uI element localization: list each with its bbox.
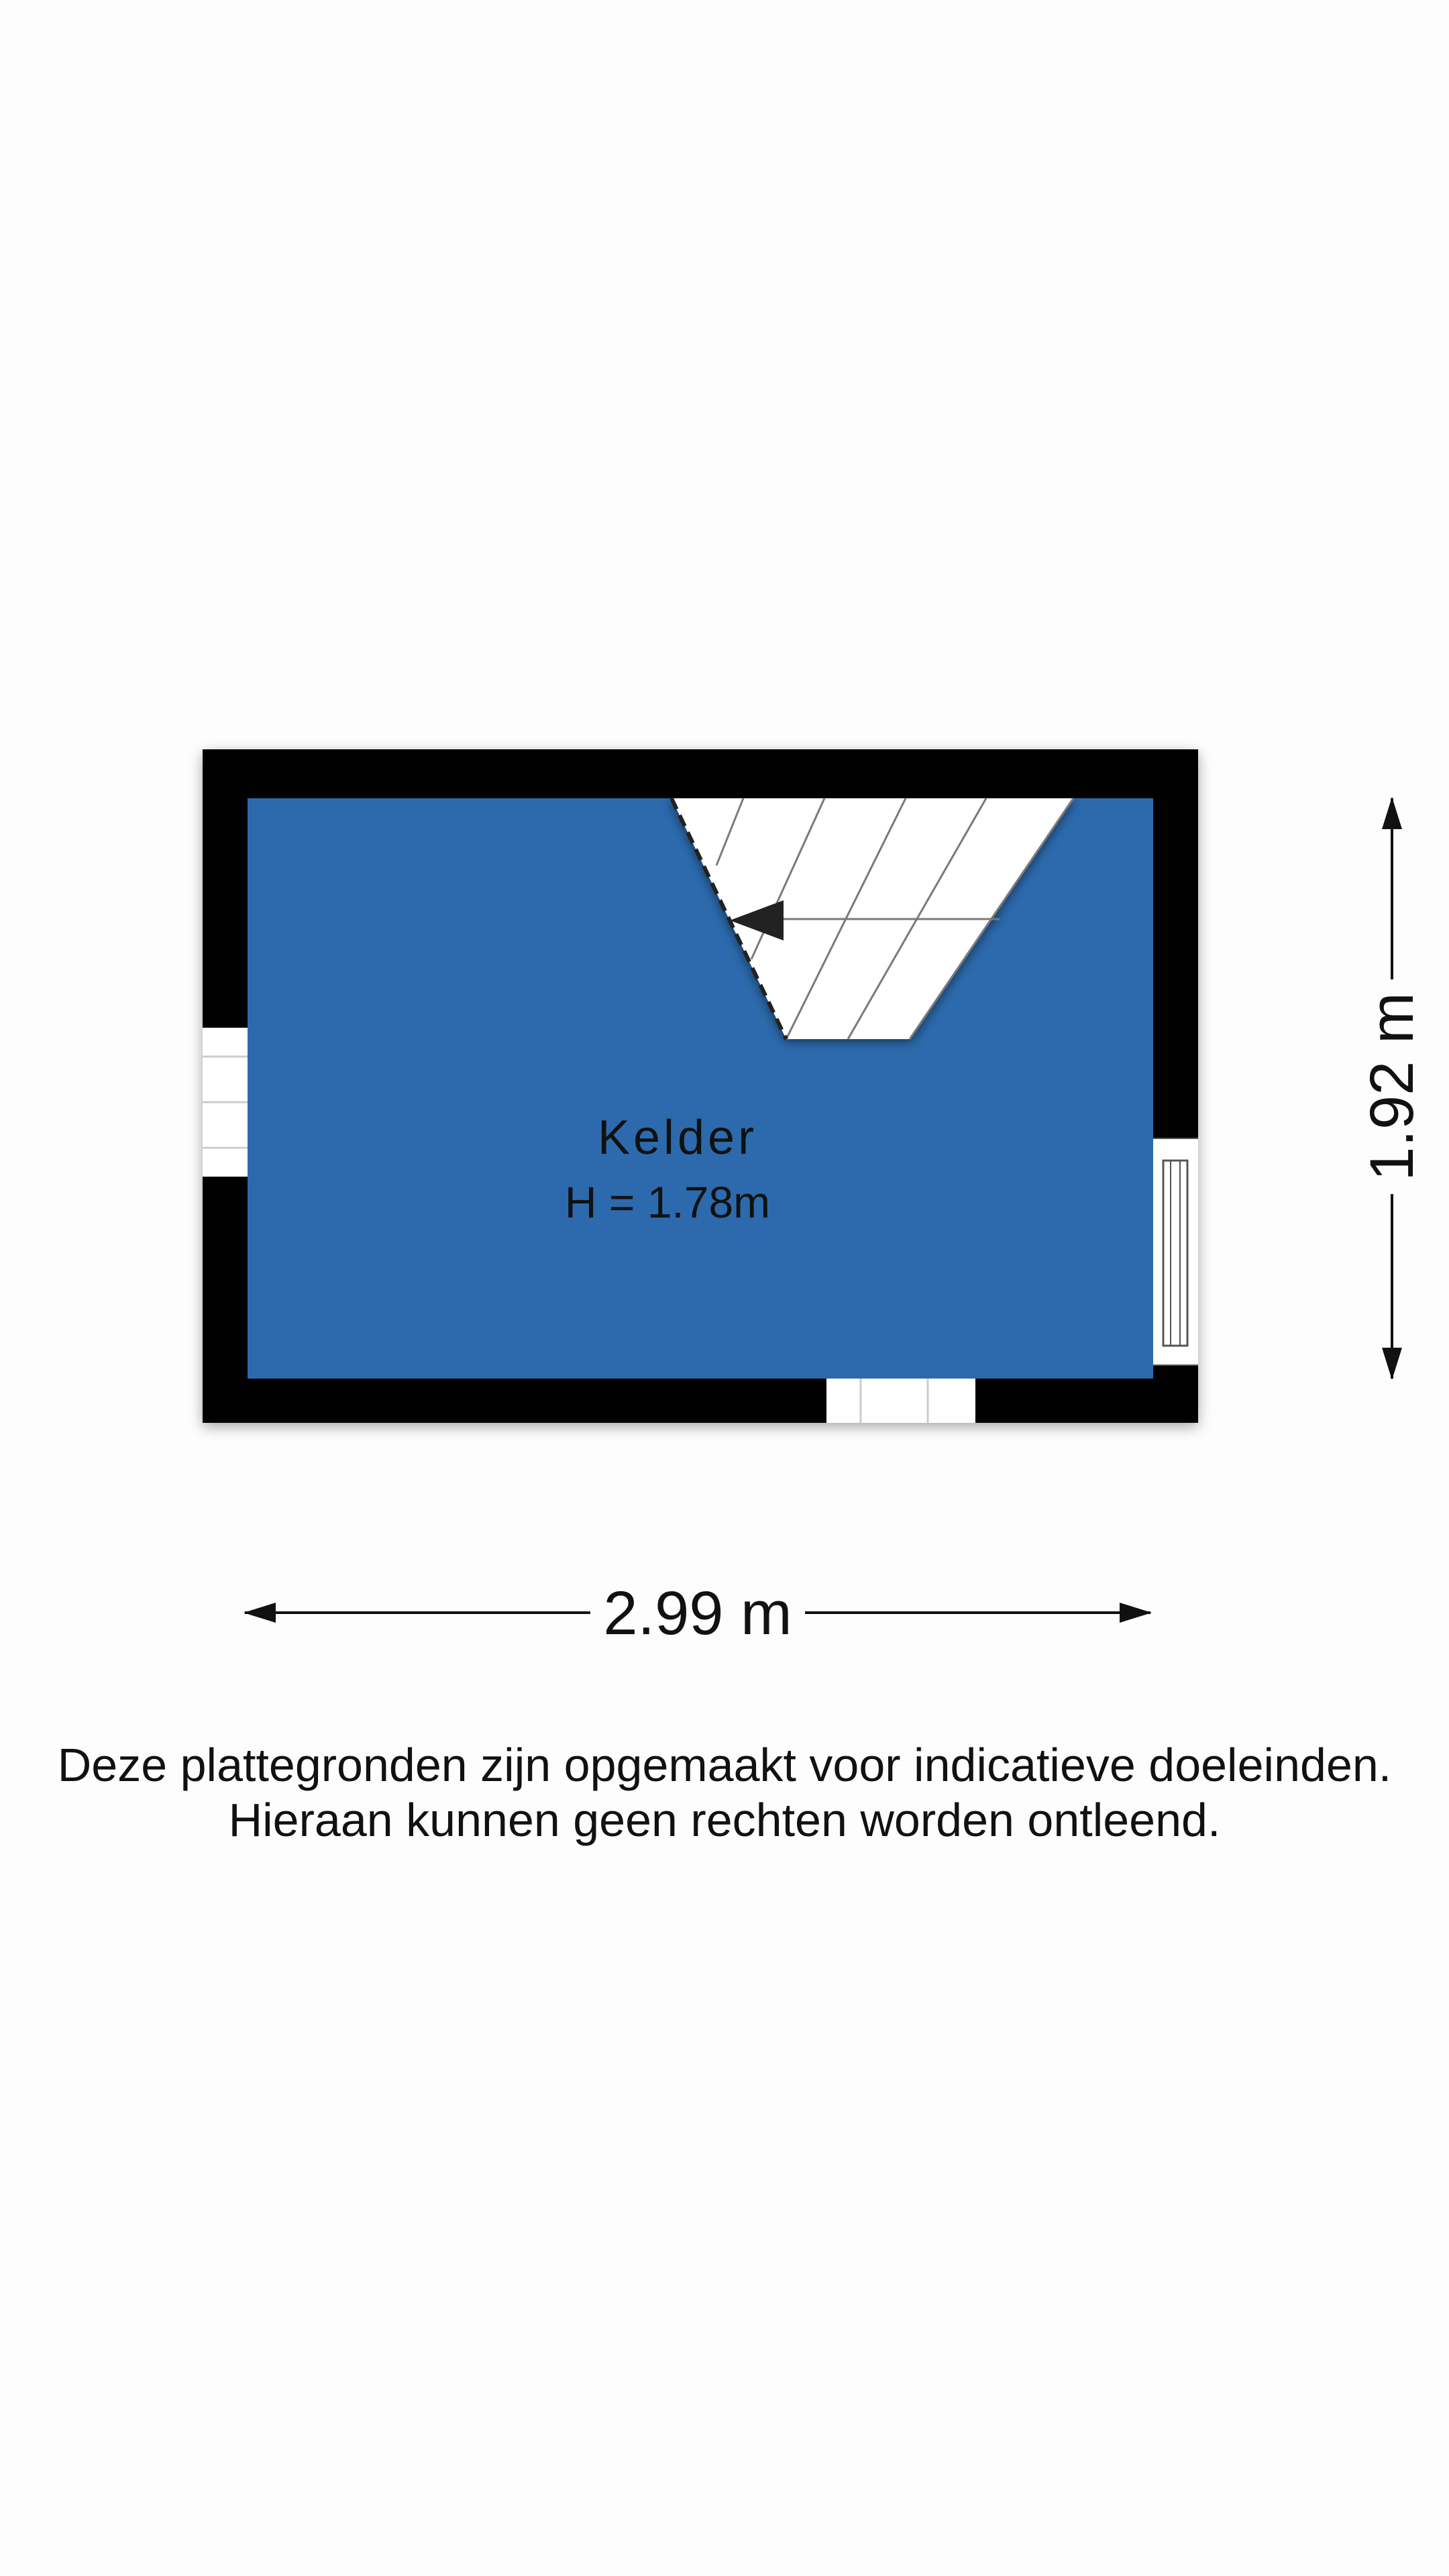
disclaimer-line-2: Hieraan kunnen geen rechten worden ontleend. [228,1794,1221,1846]
window-right [1153,1138,1198,1365]
room-floor [248,798,1153,1379]
arrow-right-icon [1120,1603,1152,1623]
window-bottom [826,1379,975,1423]
arrow-up-icon [1382,797,1402,829]
arrow-down-icon [1382,1348,1402,1380]
room-height: H = 1.78m [564,1177,771,1227]
disclaimer-line-1: Deze plattegronden zijn opgemaakt voor indicatieve doeleinden. [57,1739,1392,1791]
width-dimension [244,1579,1152,1648]
depth-dimension [1358,797,1426,1380]
room-name: Kelder [597,1111,758,1165]
depth-label: 1.92 m [1358,992,1426,1181]
window-left [203,1028,248,1177]
arrow-left-icon [244,1603,276,1623]
width-label: 2.99 m [603,1579,792,1648]
